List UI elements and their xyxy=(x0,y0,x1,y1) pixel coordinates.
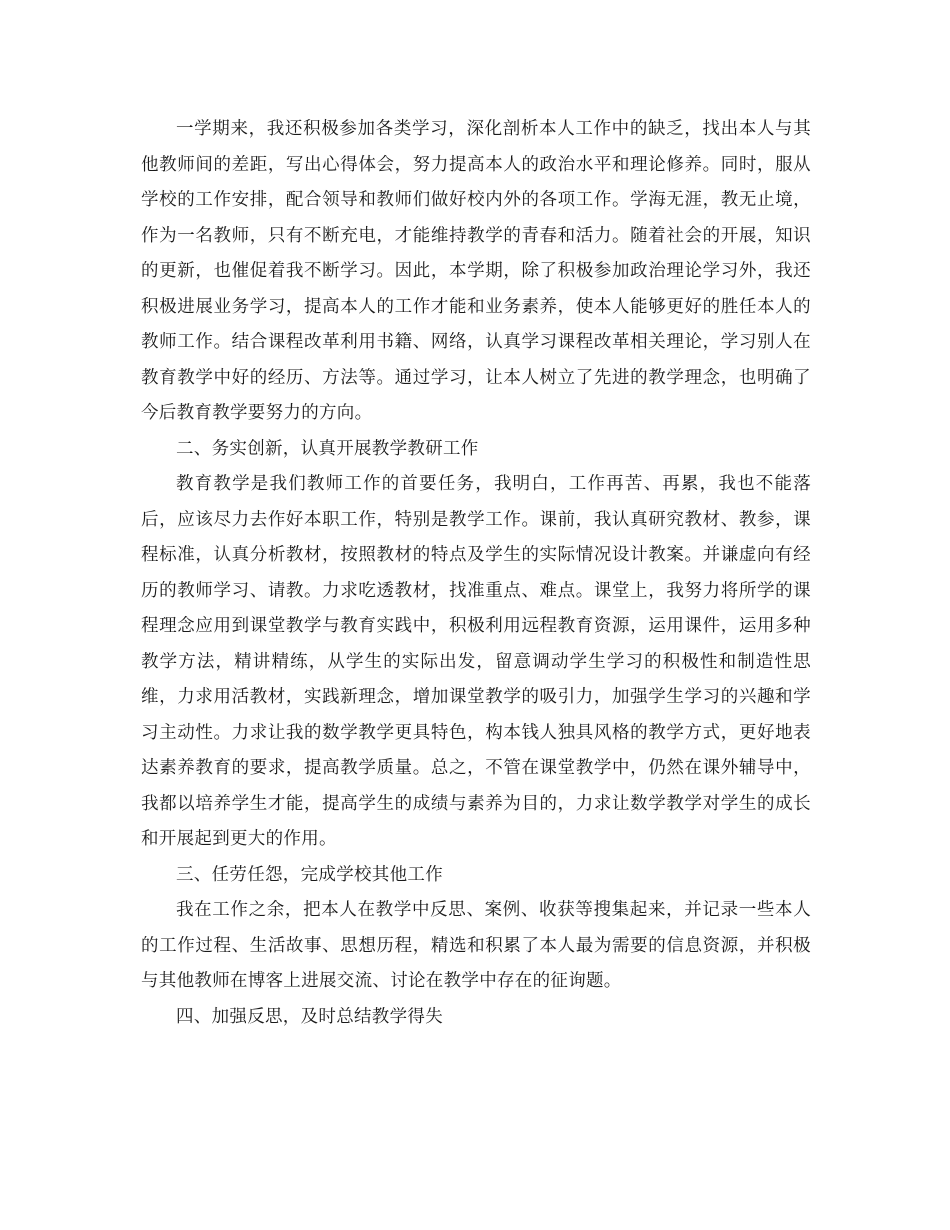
paragraph-study: 一学期来，我还积极参加各类学习，深化剖析本人工作中的缺乏，找出本人与其他教师间的差距，写出心得体会，努力提高本人的政治水平和理论修养。同时，服从学校的工作安排，配合领导和教师们做好校内外的各项工作。学海无涯，教无止境，作为一名教师，只有不断充电，才能维持教学的青春和活力。随着社会的开展，知识的更新，也催促着我不断学习。因此，本学期，除了积极参加政治理论学习外，我还积极进展业务学习，提高本人的工作才能和业务素养，使本人能够更好的胜任本人的教师工作。结合课程改革利用书籍、网络，认真学习课程改革相关理论，学习别人在教育教学中好的经历、方法等。通过学习，让本人树立了先进的教学理念，也明确了今后教育教学要努力的方向。 xyxy=(141,119,811,423)
paragraph-teaching: 教育教学是我们教师工作的首要任务，我明白，工作再苦、再累，我也不能落后，应该尽力去作好本职工作，特别是教学工作。课前，我认真研究教材、教参，课程标准，认真分析教材，按照教材的特点及学生的实际情况设计教案。并谦虚向有经历的教师学习、请教。力求吃透教材，找准重点、难点。课堂上，我努力将所学的课程理念应用到课堂教学与教育实践中，积极利用远程教育资源，运用课件，运用多种教学方法，精讲精练，从学生的实际出发，留意调动学生学习的积极性和制造性思维，力求用活教材，实践新理念，增加课堂教学的吸引力，加强学生学习的兴趣和学习主动性。力求让我的数学教学更具特色，构本钱人独具风格的教学方式，更好地表达素养教育的要求，提高教学质量。总之，不管在课堂教学中，仍然在课外辅导中，我都以培养学生才能，提高学生的成绩与素养为目的，力求让数学教学对学生的成长和开展起到更大的作用。 xyxy=(141,474,811,849)
document-body xyxy=(141,112,811,1035)
paragraph-other-work: 我在工作之余，把本人在教学中反思、案例、收获等搜集起来，并记录一些本人的工作过程、生活故事、思想历程，精选和积累了本人最为需要的信息资源，并积极与其他教师在博客上进展交流、讨论在教学中存在的征询题。 xyxy=(141,900,811,991)
section-heading-teaching: 二、务实创新，认真开展教学教研工作 xyxy=(176,438,479,459)
section-heading-reflection: 四、加强反思，及时总结教学得失 xyxy=(176,1006,443,1027)
section-heading-other-work: 三、任劳任怨，完成学校其他工作 xyxy=(176,864,443,885)
